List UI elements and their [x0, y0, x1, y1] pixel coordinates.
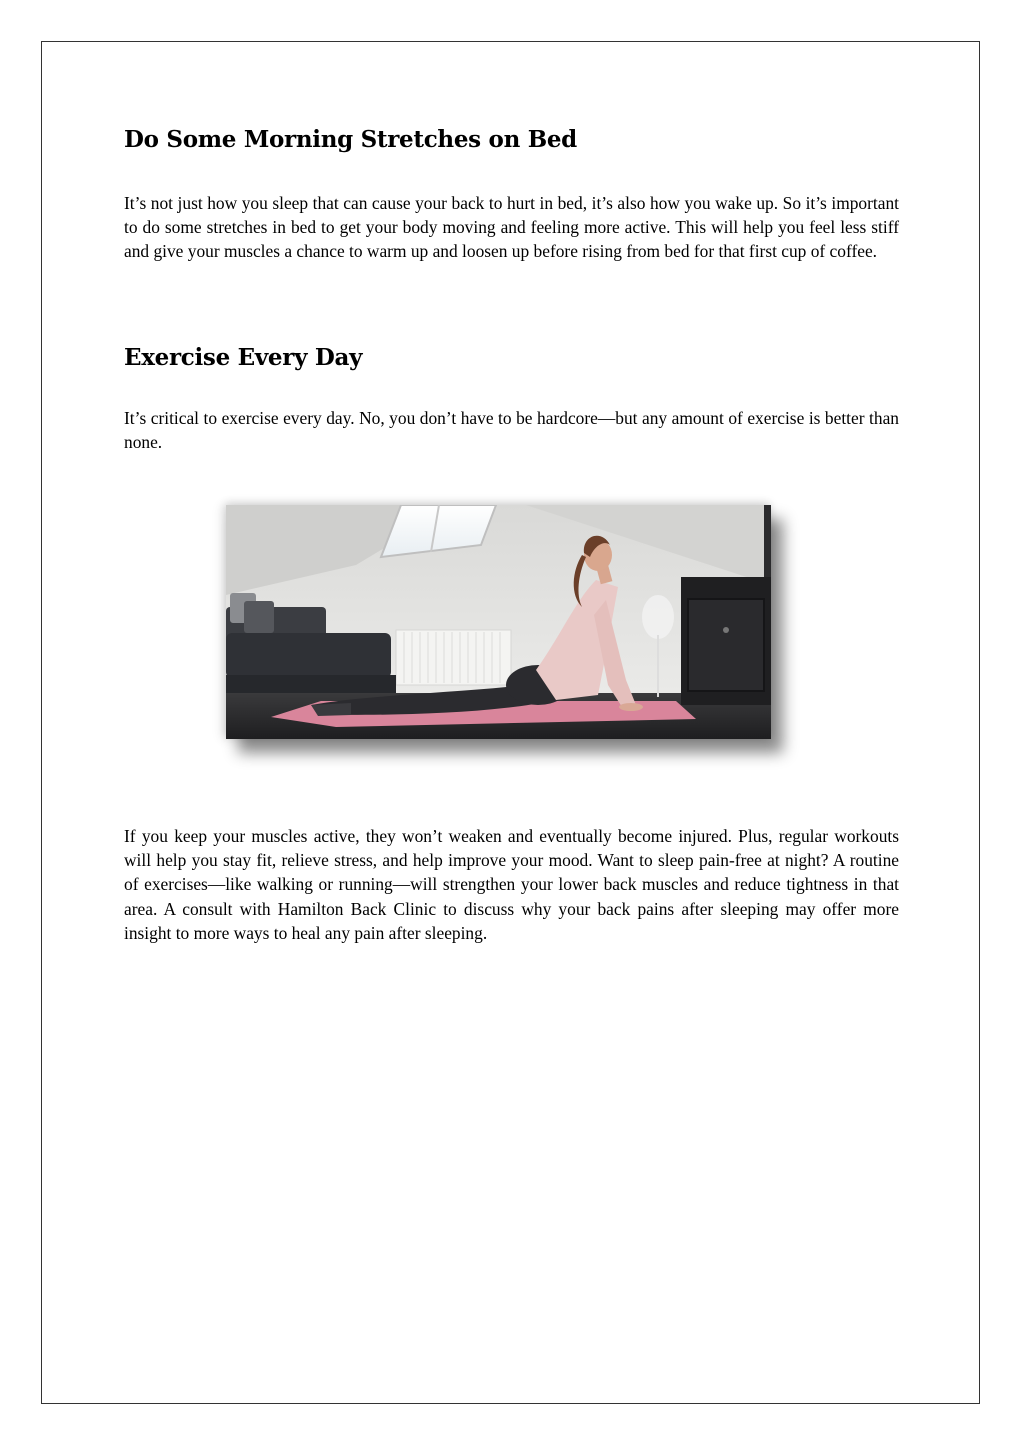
paragraph-exercise-intro: It’s critical to exercise every day. No, you don’t have to be hardcore—but any amount of exercise is better than none. — [124, 408, 899, 453]
paragraph-muscles-active: If you keep your muscles active, they won’t weaken and eventually become injured. Plus, regular workouts will help you stay fit, relieve stress, and help improve your mood. Want to sleep pain-free at night? A routine of exercises—like walking or running—will strengthen your lower back muscles and reduce tightness in that area. A consult with Hamilton Back Clinic to discuss why your back pains after sleeping may offer more insight to more ways to heal any pain after sleeping. — [124, 826, 899, 943]
heading-morning-stretches: Do Some Morning Stretches on Bed — [124, 126, 577, 153]
paragraph-morning-stretches: It’s not just how you sleep that can cause your back to hurt in bed, it’s also how you wake up. So it’s important to do some stretches in bed to get your body moving and feeling more active. This will help you feel less stiff and give your muscles a chance to warm up and loosen up before rising from bed for that first cup of coffee. — [124, 193, 899, 262]
photo-illustration — [226, 505, 771, 739]
woman-yoga-cobra-pose-photo — [226, 505, 771, 739]
heading-exercise-every-day: Exercise Every Day — [124, 344, 363, 371]
